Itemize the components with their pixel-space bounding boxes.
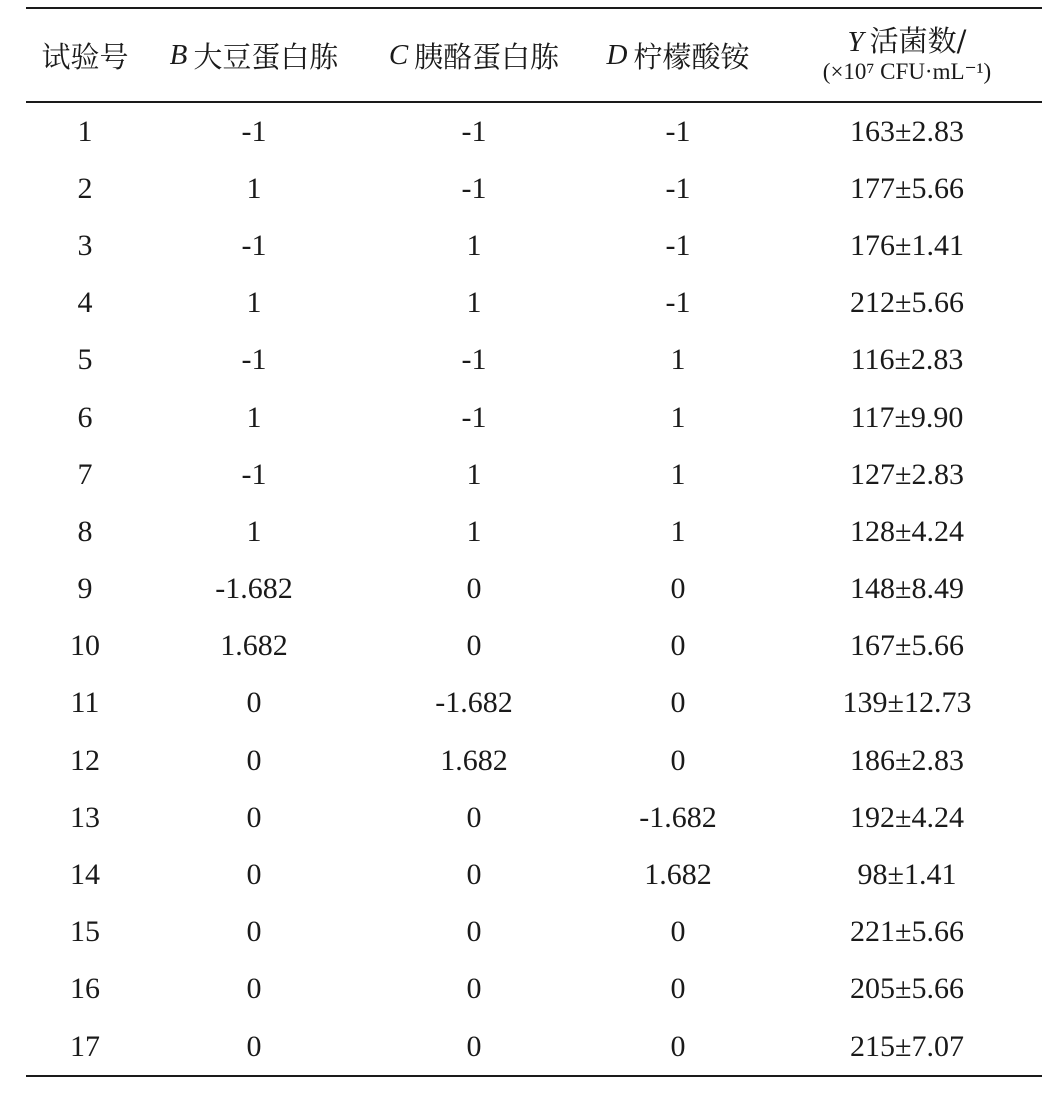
cell-viable-count: 205±5.66 — [850, 972, 964, 1006]
header-tryptone-symbol: C — [388, 38, 409, 71]
cell-tryptone: 1 — [466, 286, 482, 320]
cell-trial-number: 11 — [70, 686, 100, 720]
table-row — [0, 446, 1057, 503]
table-row — [0, 675, 1057, 732]
table-row — [0, 732, 1057, 789]
cell-ammonium-citrate: 0 — [670, 686, 686, 720]
table-row — [0, 904, 1057, 961]
table-row — [0, 503, 1057, 560]
cell-trial-number: 2 — [77, 171, 93, 205]
cell-soy-peptone: 0 — [246, 800, 262, 834]
cell-soy-peptone: 0 — [246, 972, 262, 1006]
cell-tryptone: -1 — [461, 343, 487, 377]
cell-trial-number: 12 — [70, 743, 100, 777]
cell-soy-peptone: 1 — [246, 286, 262, 320]
cell-soy-peptone: 0 — [246, 915, 262, 949]
cell-ammonium-citrate: 1 — [670, 457, 686, 491]
header-tryptone-label: 胰酪蛋白胨 — [414, 39, 560, 74]
cell-trial-number: 9 — [77, 572, 93, 606]
cell-ammonium-citrate: 0 — [670, 743, 686, 777]
cell-soy-peptone: 0 — [246, 1029, 262, 1063]
table-row — [0, 961, 1057, 1018]
header-ammonium-citrate-symbol: D — [606, 38, 628, 71]
header-viable-count-symbol: Y — [847, 25, 864, 58]
cell-tryptone: 1 — [466, 457, 482, 491]
cell-ammonium-citrate: 0 — [670, 572, 686, 606]
cell-ammonium-citrate: 1 — [670, 343, 686, 377]
cell-tryptone: 0 — [466, 858, 482, 892]
table-row — [0, 618, 1057, 675]
cell-tryptone: 0 — [466, 572, 482, 606]
table-row — [0, 789, 1057, 846]
cell-trial-number: 10 — [70, 629, 100, 663]
cell-tryptone: 0 — [466, 629, 482, 663]
cell-soy-peptone: -1.682 — [215, 572, 293, 606]
cell-ammonium-citrate: 1.682 — [644, 858, 712, 892]
cell-trial-number: 4 — [77, 286, 93, 320]
cell-soy-peptone: -1 — [241, 457, 267, 491]
cell-ammonium-citrate: 0 — [670, 1029, 686, 1063]
table-row — [0, 332, 1057, 389]
cell-trial-number: 7 — [77, 457, 93, 491]
cell-trial-number: 14 — [70, 858, 100, 892]
table-body — [0, 103, 1057, 1075]
table-row — [0, 389, 1057, 446]
cell-viable-count: 176±1.41 — [850, 228, 964, 262]
cell-viable-count: 127±2.83 — [850, 457, 964, 491]
cell-ammonium-citrate: 0 — [670, 972, 686, 1006]
cell-tryptone: 0 — [466, 1029, 482, 1063]
cell-soy-peptone: -1 — [241, 343, 267, 377]
cell-tryptone: -1.682 — [435, 686, 513, 720]
cell-ammonium-citrate: 0 — [670, 629, 686, 663]
header-ammonium-citrate-label: 柠檬酸铵 — [633, 39, 750, 74]
cell-soy-peptone: -1 — [241, 114, 267, 148]
cell-trial-number: 8 — [77, 514, 93, 548]
cell-soy-peptone: 1 — [246, 171, 262, 205]
cell-trial-number: 3 — [77, 228, 93, 262]
cell-tryptone: 1 — [466, 228, 482, 262]
cell-trial-number: 13 — [70, 800, 100, 834]
cell-viable-count: 212±5.66 — [850, 286, 964, 320]
table-row — [0, 275, 1057, 332]
cell-viable-count: 186±2.83 — [850, 743, 964, 777]
header-ammonium-citrate — [584, 9, 772, 101]
cell-viable-count: 116±2.83 — [850, 343, 964, 377]
cell-tryptone: 0 — [466, 972, 482, 1006]
cell-viable-count: 192±4.24 — [850, 800, 964, 834]
cell-trial-number: 15 — [70, 915, 100, 949]
header-soy-peptone-symbol: B — [169, 38, 188, 71]
table-bottom-rule — [26, 1075, 1042, 1077]
cell-trial-number: 1 — [77, 114, 93, 148]
cell-ammonium-citrate: -1.682 — [639, 800, 717, 834]
cell-soy-peptone: -1 — [241, 228, 267, 262]
cell-tryptone: 1 — [466, 514, 482, 548]
cell-ammonium-citrate: -1 — [665, 228, 691, 262]
header-viable-count-line1 — [847, 23, 967, 59]
cell-soy-peptone: 1 — [246, 514, 262, 548]
cell-soy-peptone: 0 — [246, 686, 262, 720]
cell-viable-count: 163±2.83 — [850, 114, 964, 148]
cell-viable-count: 98±1.41 — [857, 858, 957, 892]
cell-trial-number: 17 — [70, 1029, 100, 1063]
header-viable-count-unit: (×10⁷ CFU·mL⁻¹) — [822, 58, 992, 84]
table-row — [0, 217, 1057, 274]
cell-trial-number: 16 — [70, 972, 100, 1006]
header-trial-number-label: 试验号 — [41, 39, 129, 74]
header-soy-peptone-label: 大豆蛋白胨 — [193, 39, 339, 74]
table-header — [0, 9, 1057, 101]
cell-ammonium-citrate: 1 — [670, 514, 686, 548]
cell-trial-number: 5 — [77, 343, 93, 377]
cell-soy-peptone: 1.682 — [220, 629, 288, 663]
table-row — [0, 846, 1057, 903]
header-trial-number — [26, 9, 144, 101]
cell-viable-count: 139±12.73 — [842, 686, 972, 720]
cell-soy-peptone: 0 — [246, 743, 262, 777]
cell-tryptone: -1 — [461, 171, 487, 205]
cell-viable-count: 128±4.24 — [850, 514, 964, 548]
cell-viable-count: 167±5.66 — [850, 629, 964, 663]
cell-viable-count: 221±5.66 — [850, 915, 964, 949]
cell-ammonium-citrate: 0 — [670, 915, 686, 949]
cell-trial-number: 6 — [77, 400, 93, 434]
header-viable-count-label: 活菌数/ — [869, 23, 967, 58]
cell-ammonium-citrate: -1 — [665, 171, 691, 205]
header-tryptone — [364, 9, 584, 101]
cell-ammonium-citrate: -1 — [665, 286, 691, 320]
table-row — [0, 160, 1057, 217]
cell-viable-count: 215±7.07 — [850, 1029, 964, 1063]
cell-soy-peptone: 0 — [246, 858, 262, 892]
cell-viable-count: 177±5.66 — [850, 171, 964, 205]
cell-tryptone: 1.682 — [440, 743, 508, 777]
header-viable-count — [772, 9, 1042, 101]
table-row — [0, 103, 1057, 160]
cell-tryptone: -1 — [461, 400, 487, 434]
cell-viable-count: 148±8.49 — [850, 572, 964, 606]
header-soy-peptone — [144, 9, 364, 101]
cell-viable-count: 117±9.90 — [850, 400, 964, 434]
cell-ammonium-citrate: -1 — [665, 114, 691, 148]
cell-tryptone: 0 — [466, 915, 482, 949]
table-row — [0, 1018, 1057, 1075]
cell-tryptone: 0 — [466, 800, 482, 834]
cell-soy-peptone: 1 — [246, 400, 262, 434]
cell-ammonium-citrate: 1 — [670, 400, 686, 434]
table-row — [0, 561, 1057, 618]
cell-tryptone: -1 — [461, 114, 487, 148]
